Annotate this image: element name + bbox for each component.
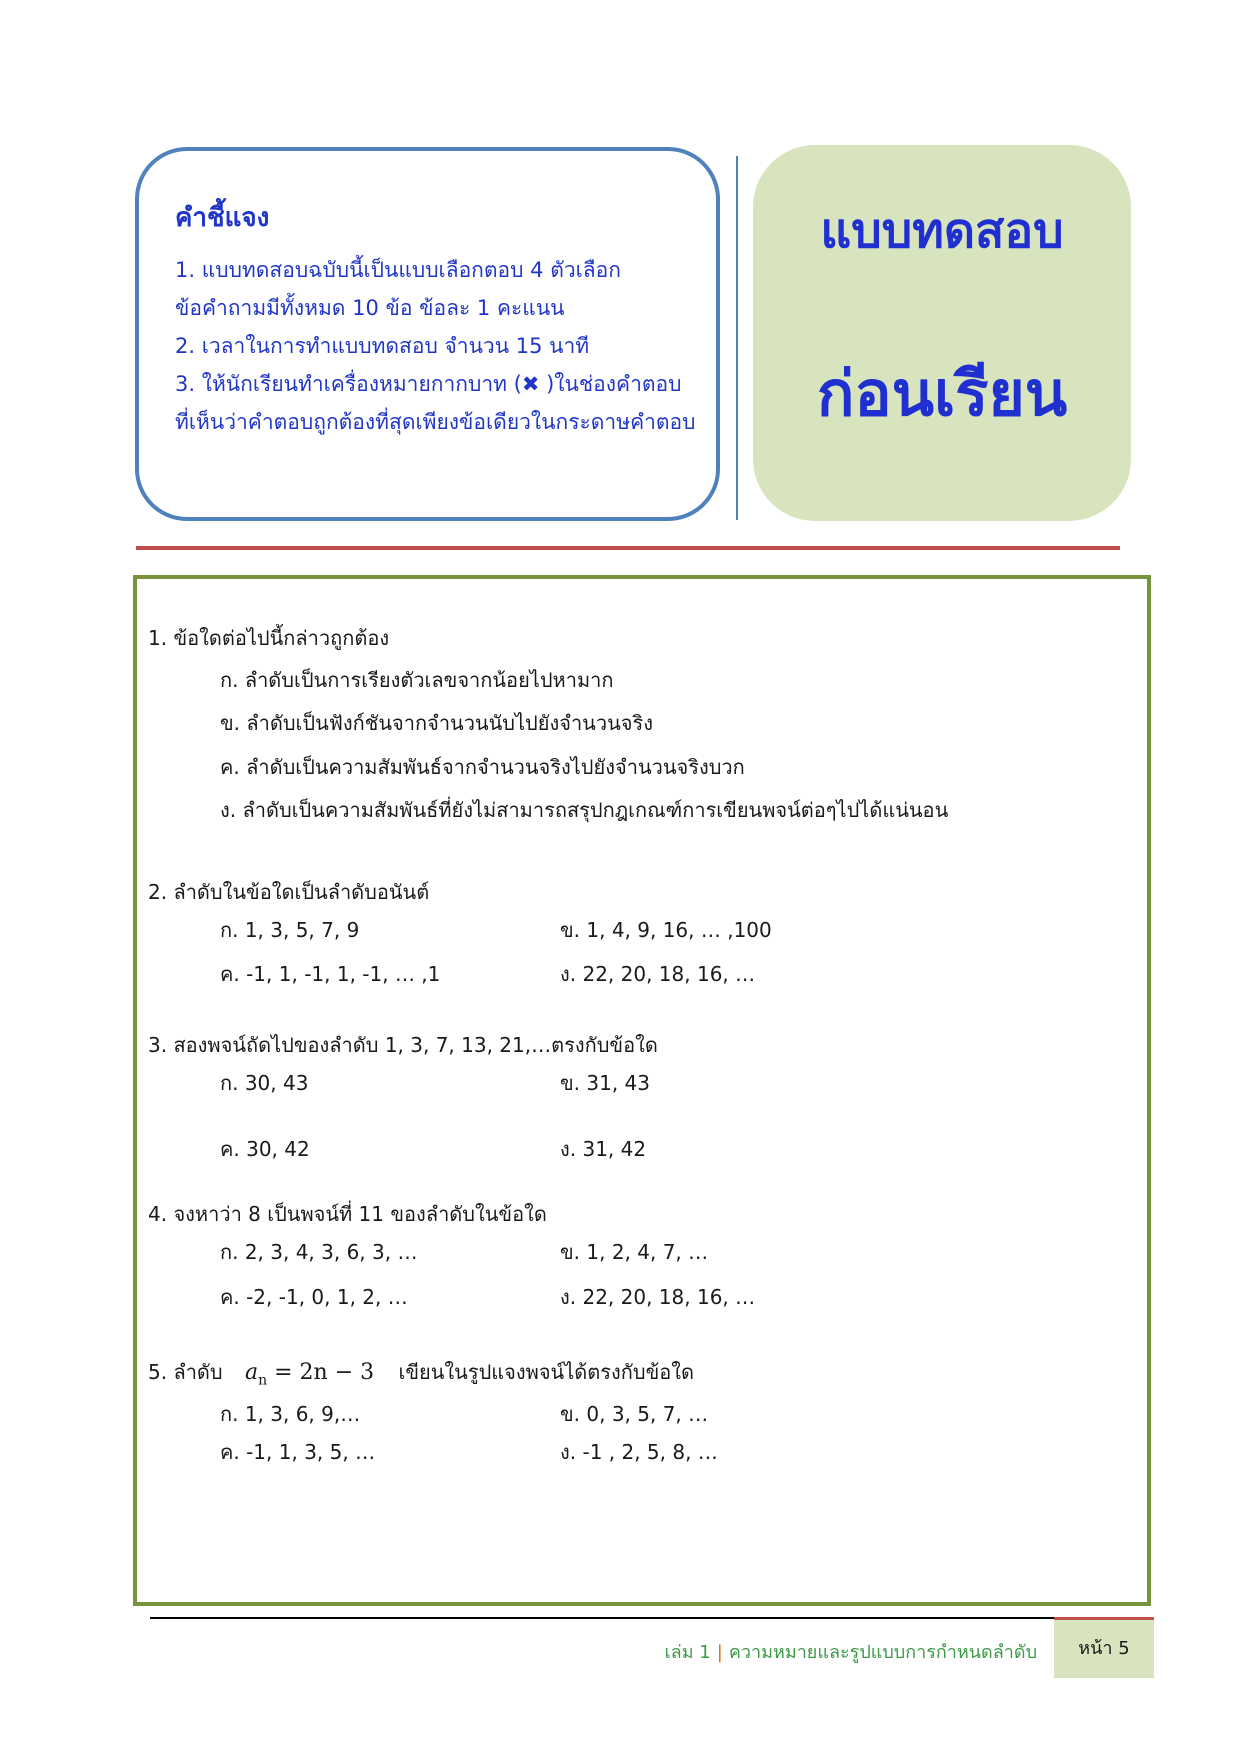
- sequence-formula: [244, 1360, 375, 1389]
- question-1-option: ค. ลำดับเป็นความสัมพันธ์จากจำนวนจริงไปยังจำนวนจริงบวก: [220, 755, 745, 779]
- question-5-stem-suffix: เขียนในรูปแจงพจน์ได้ตรงกับข้อใด: [398, 1360, 695, 1384]
- title-panel: [753, 145, 1131, 521]
- question-1-option: ง. ลำดับเป็นความสัมพันธ์ที่ยังไม่สามารถสรุปกฎเกณฑ์การเขียนพจน์ต่อๆไปได้แน่นอน: [220, 798, 949, 822]
- question-5-option: ก. 1, 3, 6, 9,…: [220, 1402, 361, 1426]
- question-1-option: ก. ลำดับเป็นการเรียงตัวเลขจากน้อยไปหามาก: [220, 668, 614, 692]
- question-4-option: ก. 2, 3, 4, 3, 6, 3, …: [220, 1240, 418, 1264]
- question-2-option: ข. 1, 4, 9, 16, … ,100: [560, 918, 772, 942]
- question-3-option: ง. 31, 42: [560, 1137, 647, 1161]
- title-line-2: ก่อนเรียน: [816, 357, 1068, 430]
- formula-subscript: n: [258, 1372, 268, 1389]
- vertical-divider: [736, 156, 738, 520]
- question-3-option: ก. 30, 43: [220, 1071, 309, 1095]
- question-5-option: ข. 0, 3, 5, 7, …: [560, 1402, 709, 1426]
- question-4-option: ข. 1, 2, 4, 7, …: [560, 1240, 709, 1264]
- footer-rule: [150, 1617, 1054, 1619]
- instruction-line: ข้อคำถามมีทั้งหมด 10 ข้อ ข้อละ 1 คะแนน: [175, 296, 565, 320]
- question-2-option: ค. -1, 1, -1, 1, -1, … ,1: [220, 962, 441, 986]
- instructions-list: [175, 251, 696, 441]
- question-1-option: ข. ลำดับเป็นฟังก์ชันจากจำนวนนับไปยังจำนวนจริง: [220, 711, 653, 735]
- question-3-option: ค. 30, 42: [220, 1137, 310, 1161]
- question-5-option: ค. -1, 1, 3, 5, …: [220, 1440, 376, 1464]
- question-5-option: ง. -1 , 2, 5, 8, …: [560, 1440, 718, 1464]
- instruction-line: 3. ให้นักเรียนทำเครื่องหมายกากบาท (✖ )ในช่องคำตอบ: [175, 372, 682, 396]
- question-3-stem: 3. สองพจน์ถัดไปของลำดับ 1, 3, 7, 13, 21,…ตรงกับข้อใด: [148, 1033, 658, 1057]
- footer-topic: ความหมายและรูปแบบการกำหนดลำดับ: [728, 1642, 1037, 1663]
- question-4-option: ง. 22, 20, 18, 16, …: [560, 1285, 756, 1309]
- footer-caption: [600, 1628, 1037, 1678]
- question-4-option: ค. -2, -1, 0, 1, 2, …: [220, 1285, 408, 1309]
- instructions-box: [135, 147, 720, 521]
- red-divider: [136, 546, 1120, 550]
- instruction-line: ที่เห็นว่าคำตอบถูกต้องที่สุดเพียงข้อเดียวในกระดาษคำตอบ: [175, 410, 696, 434]
- question-2-stem: 2. ลำดับในข้อใดเป็นลำดับอนันต์: [148, 880, 430, 904]
- formula-variable: a: [244, 1360, 259, 1385]
- footer-separator: |: [716, 1642, 723, 1663]
- title-line-1: แบบทดสอบ: [820, 203, 1064, 259]
- instruction-line: 2. เวลาในการทำแบบทดสอบ จำนวน 15 นาที: [175, 334, 590, 358]
- formula-rhs: = 2n − 3: [274, 1360, 375, 1385]
- question-3-option: ข. 31, 43: [560, 1071, 650, 1095]
- instruction-line: 1. แบบทดสอบฉบับนี้เป็นแบบเลือกตอบ 4 ตัวเลือก: [175, 258, 621, 282]
- question-4-stem: 4. จงหาว่า 8 เป็นพจน์ที่ 11 ของลำดับในข้อใด: [148, 1202, 547, 1226]
- question-1-stem: 1. ข้อใดต่อไปนี้กล่าวถูกต้อง: [148, 626, 390, 650]
- instructions-title: คำชี้แจง: [175, 203, 270, 233]
- question-2-option: ง. 22, 20, 18, 16, …: [560, 962, 756, 986]
- page-number: หน้า 5: [1054, 1617, 1154, 1678]
- footer-book: เล่ม 1: [664, 1642, 711, 1663]
- question-5-stem-prefix: 5. ลำดับ: [148, 1360, 223, 1384]
- question-5-stem: [148, 1356, 694, 1388]
- question-2-option: ก. 1, 3, 5, 7, 9: [220, 918, 360, 942]
